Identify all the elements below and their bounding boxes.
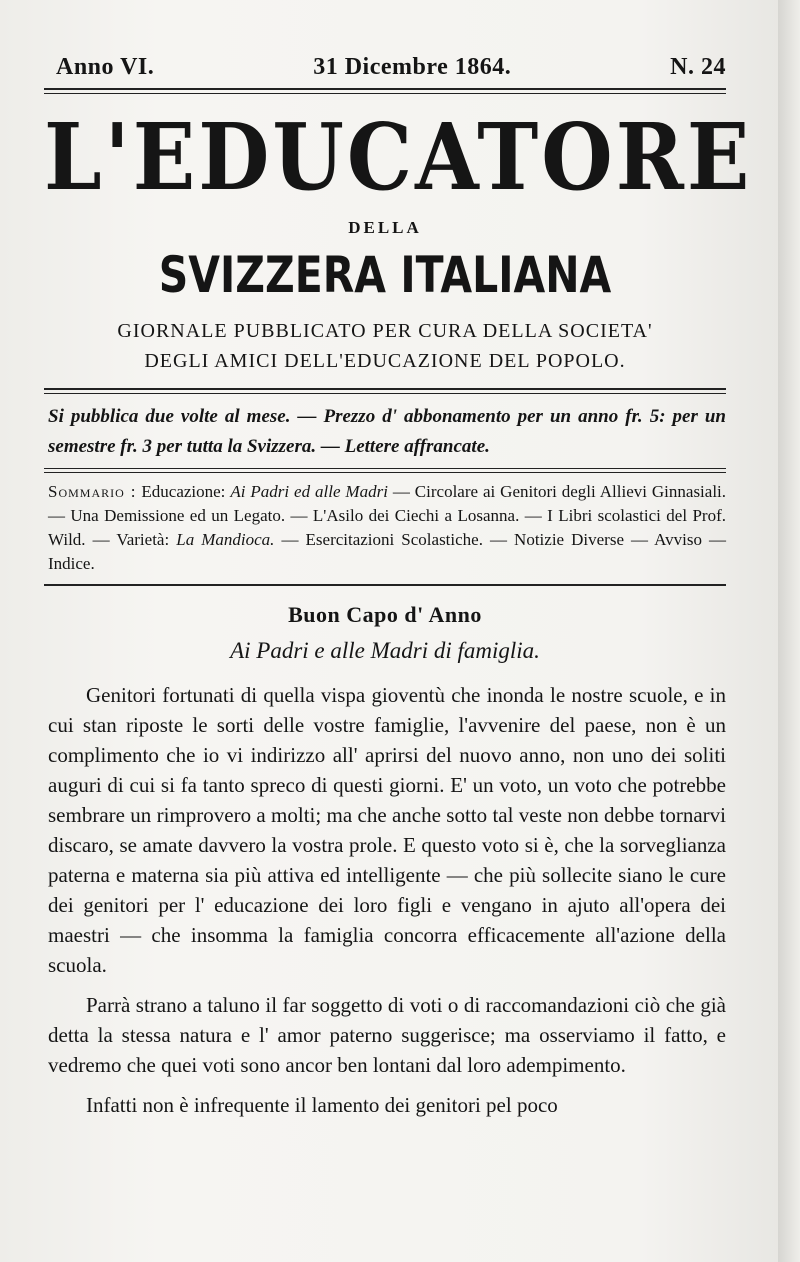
subtitle-line-2: DEGLI AMICI DELL'EDUCAZIONE DEL POPOLO. — [144, 350, 626, 372]
summary-part-3: — Esercitazioni Scolastiche. — Notizie Diverse — Avviso — Indice. — [48, 530, 727, 573]
summary-label: Sommario : — [48, 482, 137, 501]
summary-part-1: Educazione: — [141, 482, 226, 501]
masthead — [56, 54, 726, 81]
subscription-notice: Si pubblica due volte al mese. — Prezzo d' abbonamento per un anno fr. 5: per un semestre fr. 3 per tutta la Svizzera. — Lettere affrancate. — [48, 406, 726, 457]
page-edge-shadow — [778, 0, 800, 1262]
summary-part-2-italic: La Mandioca. — [176, 530, 275, 549]
article-dedication: Ai Padri e alle Madri di famiglia. — [230, 638, 540, 663]
masthead-rule — [44, 88, 726, 94]
summary-block — [48, 480, 726, 576]
article-paragraph: Genitori fortunati di quella vispa gioventù che inonda le nostre scuole, e in cui stan riposte le sorti delle vostre famiglie, l'avvenire del paese, non è un complimento che io vi indirizzo all' aprirsi del nuovo anno, non uno dei soliti auguri di cui si fa tanto spreco di questi giorni. E' un voto, un voto che potrebbe sembrare un rimprovero a molti; ma che anche sotto tal veste non debbe tornarvi discaro, se amate davvero la vostra prole. E questo voto si è, che la sorveglianza paterna e materna sia più attiva ed intelligente — che più sollecite siano le cure dei genitori per l' educazione dei loro figli e vengano in ajuto all'opera dei maestri — che insomma la famiglia concorra efficacemente all'azione della scuola. — [48, 683, 726, 977]
summary-part-1-italic: Ai Padri ed alle Madri — [230, 482, 388, 501]
notice-rule — [44, 468, 726, 473]
article-paragraph: Infatti non è infrequente il lamento dei genitori pel poco — [86, 1093, 558, 1117]
newspaper-title: L'EDUCATORE — [44, 104, 753, 212]
article-body — [48, 680, 726, 1130]
masthead-date: 31 Dicembre 1864. — [313, 54, 512, 80]
masthead-year: Anno VI. — [56, 54, 155, 80]
article-title: Buon Capo d' Anno — [288, 602, 482, 627]
title-connector: DELLA — [348, 218, 422, 237]
article-paragraph: Parrà strano a taluno il far soggetto di voti o di raccomandazioni ciò che già detta la stessa natura e l' amor paterno suggerisce; ma osserviamo il fatto, e vedremo che quei voti sono ancor ben lontani dal loro adempimento. — [48, 993, 726, 1077]
summary-part-2: — Circolare ai Genitori degli Allievi Ginnasiali. — Una Demissione ed un Legato. — L'Asilo dei Ciechi a Losanna. — I Libri scolastici del Prof. Wild. — Varietà: — [48, 482, 727, 549]
subtitle-line-1: GIORNALE PUBBLICATO PER CURA DELLA SOCIETA' — [117, 320, 653, 342]
masthead-issue: N. 24 — [670, 54, 726, 80]
summary-rule — [44, 584, 726, 586]
header-rule — [44, 388, 726, 394]
newspaper-subtitle-title: SVIZZERA ITALIANA — [158, 246, 612, 304]
